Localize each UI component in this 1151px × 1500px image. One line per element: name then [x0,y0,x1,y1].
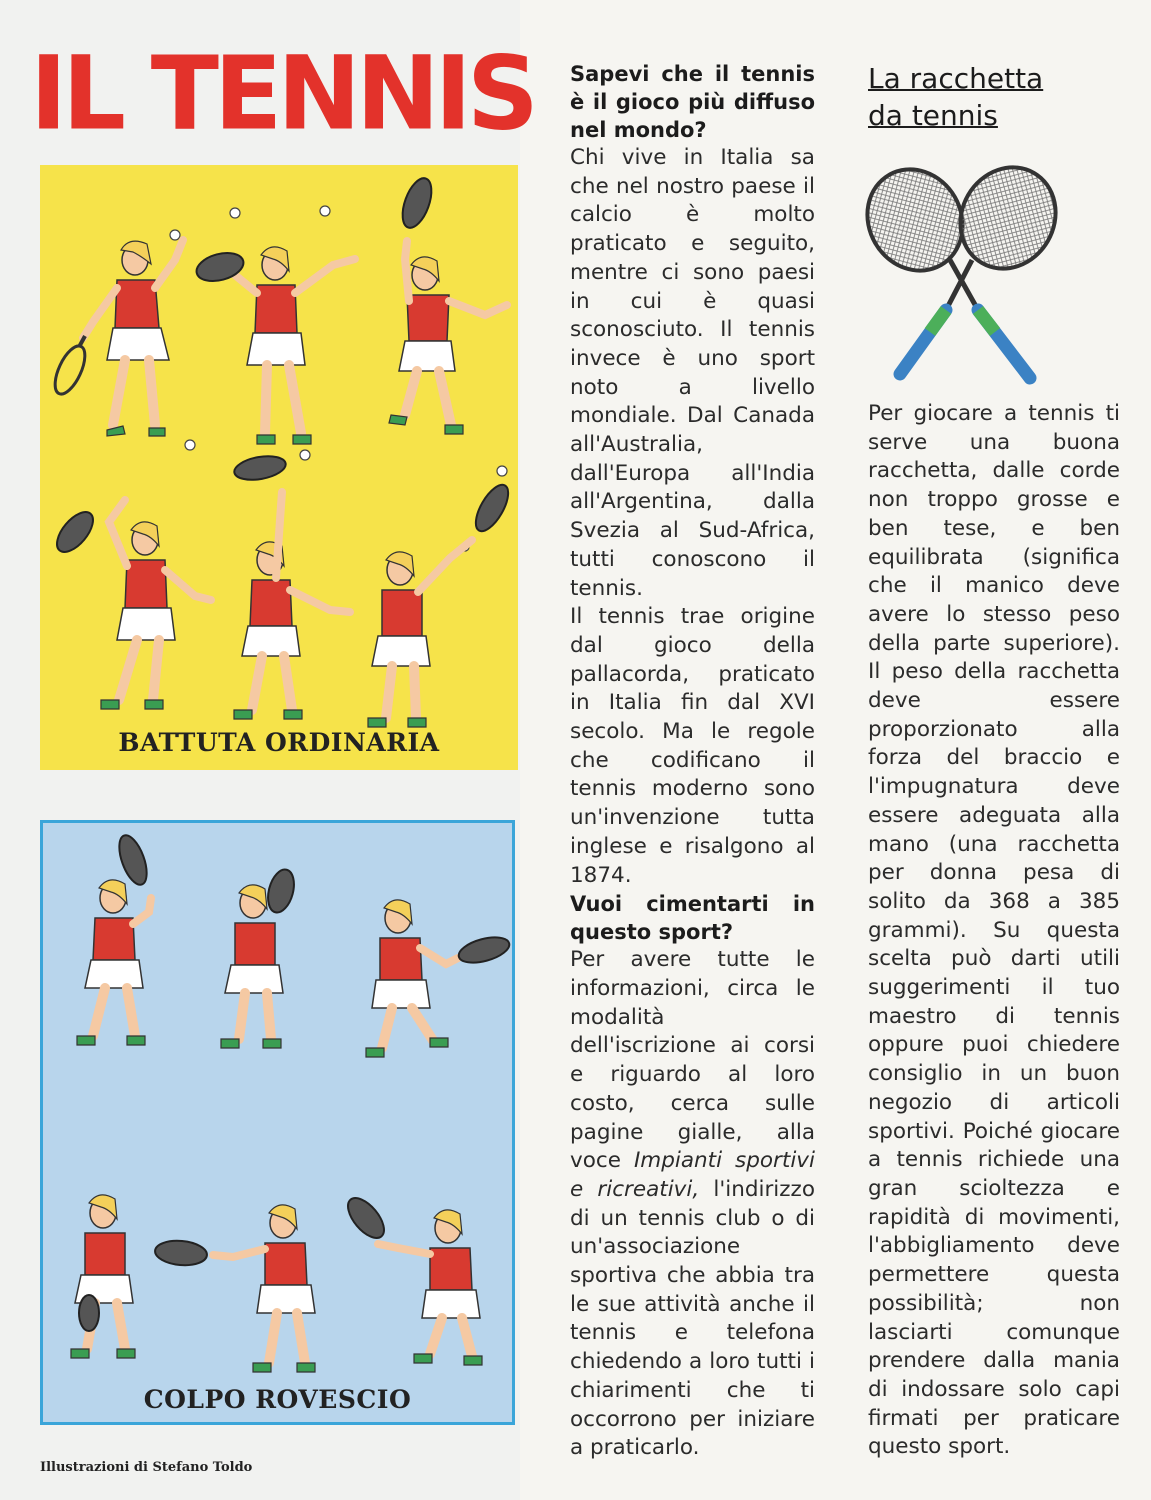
middle-text-column [570,60,815,1463]
tennis-player-figure [49,240,183,436]
racket-section-title: La racchetta da tennis [868,62,1044,132]
tennis-player-figure [50,500,211,709]
question-heading-try-sport: Vuoi cimentarti in questo sport? [570,892,815,945]
tennis-player-figure [368,480,515,727]
tennis-ball [300,450,310,460]
serve-caption: BATTUTA ORDINARIA [118,728,440,757]
tennis-player-figure [366,900,512,1057]
crossed-rackets-icon [860,160,1060,390]
paragraph-racket-advice: Per giocare a tennis ti serve una buona racchetta, dalle corde non troppo grosse e ben tese, e ben equilibrata (significa che il manico deve avere lo stesso peso della parte superiore). Il peso della racchetta deve essere proporzionato alla forza del braccio e l'impugnatura deve essere adeguata alla mano (una racchetta per donna pesa di solito da 368 a 385 grammi). Su questa scelta può darti utili suggerimenti il tuo maestro di tennis oppure puoi chiedere consiglio in un buon negozio di articoli sportivi. Poiché giocare a tennis richiede una gran scioltezza e rapidità di movimenti, l'abbigliamento deve permettere questa possibilità; non lasciarti comunque prendere dalla mania di indossare solo capi firmati per praticare questo sport. [868,401,1120,1460]
serve-figures [40,165,518,770]
tennis-ball [497,466,507,476]
tennis-player-figure [154,1205,315,1372]
paragraph-origins: Il tennis trae origine dal gioco della pallacorda, praticato in Italia fin dal XVI secolo. Ma le regole che codificano il tennis moderno sono un'invenzione tutta inglese e risalgono al 1874. [570,604,815,888]
tennis-player-figure [193,247,355,444]
paragraph-popularity: Chi vive in Italia sa che nel nostro paese il calcio è molto praticato e seguito, mentre ci sono paesi in cui è quasi sconosciuto. Il tennis invece è uno sport noto a livello mondiale. Dal Canada all'Australia, dall'Europa all'India all'Argentina, dalla Svezia al Sud-Africa, tutti conoscono il tennis. [570,145,815,601]
question-heading-popularity: Sapevi che il tennis è il gioco più diffuso nel mondo? [570,62,815,142]
yellow-pages-category: Impianti sportivi e ricreativi, [570,1148,815,1202]
serve-illustration-panel [40,165,518,770]
tennis-player-figure [221,867,298,1048]
tennis-player-figure [77,832,152,1045]
tennis-player-figure [389,174,507,434]
tennis-ball [170,230,180,240]
tennis-ball [320,206,330,216]
illustration-credits: Illustrazioni di Stefano Toldo [40,1460,253,1475]
backhand-caption: COLPO ROVESCIO [143,1385,412,1414]
right-text-column [868,400,1120,1462]
backhand-figures [43,823,512,1422]
backhand-illustration-panel [40,820,515,1425]
tennis-player-figure [232,453,350,719]
paragraph-how-to-start: Per avere tutte le informazioni, circa le modalità dell'iscrizione ai corsi e riguardo al loro costo, cerca sulle pagine gialle, alla voce Impianti sportivi e ricreativi, l'indirizzo di un tennis club o di un'associazione sportiva che abbia tra le sue attività anche il tennis e telefona chiedendo a loro tutti i chiarimenti che ti occorrono per iniziare a praticarlo. [570,947,815,1461]
tennis-ball [185,440,195,450]
tennis-player-figure [341,1192,482,1365]
page-title: IL TENNIS [30,33,534,154]
tennis-ball [230,208,240,218]
tennis-player-figure [71,1195,135,1358]
